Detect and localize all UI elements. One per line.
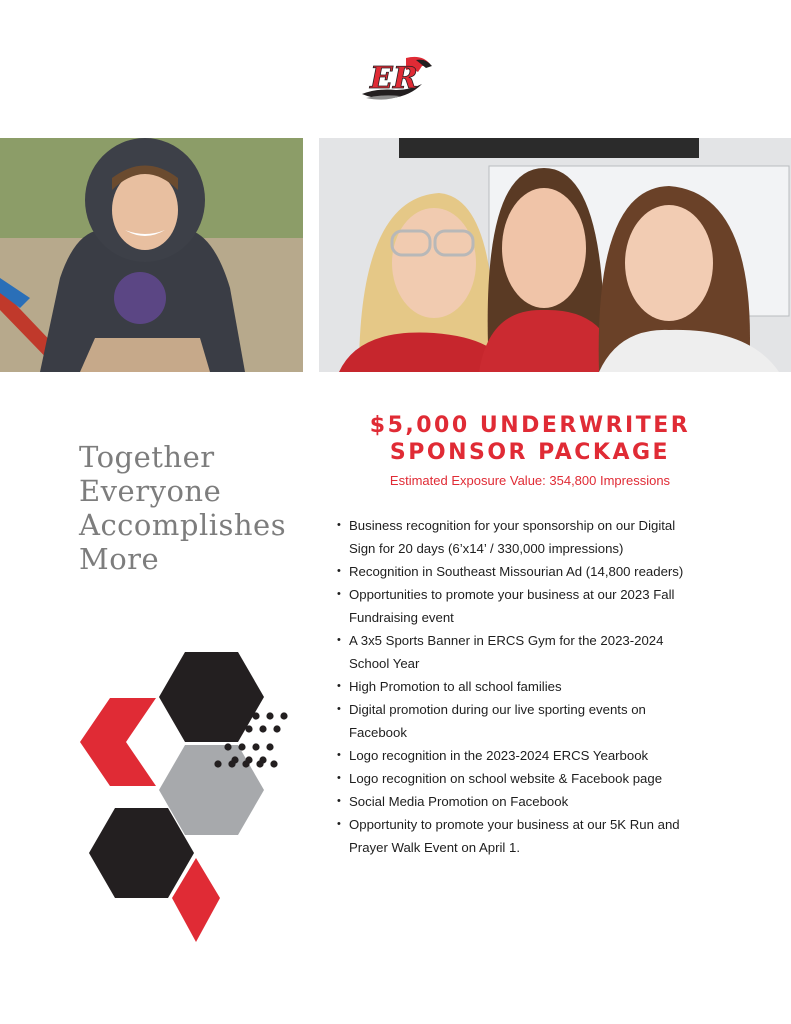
- list-item-line: Digital promotion during our live sporting events on: [349, 702, 646, 717]
- list-item: [337, 583, 737, 629]
- tagline-line: Accomplishes: [79, 508, 287, 542]
- list-item: [337, 514, 737, 560]
- list-item: [337, 629, 737, 675]
- list-item-line: Fundraising event: [349, 610, 454, 625]
- exposure-value: Estimated Exposure Value: 354,800 Impressions: [389, 473, 671, 488]
- list-item-line: A 3x5 Sports Banner in ERCS Gym for the 2023-2024: [349, 633, 664, 648]
- list-item: [337, 767, 737, 790]
- list-item: [337, 813, 737, 859]
- eagle-logo: [356, 50, 436, 106]
- list-item: [337, 560, 737, 583]
- list-item-line: High Promotion to all school families: [349, 679, 562, 694]
- list-item-line: Business recognition for your sponsorship on our Digital: [349, 518, 676, 533]
- list-item-line: School Year: [349, 656, 420, 671]
- list-item-line: Opportunities to promote your business at our 2023 Fall: [349, 587, 675, 602]
- list-item: [337, 744, 737, 767]
- chevron-red-shape: [80, 698, 156, 786]
- list-item: [337, 698, 737, 744]
- list-item-line: Opportunity to promote your business at our 5K Run and: [349, 817, 680, 832]
- list-item-line: Logo recognition in the 2023-2024 ERCS Yearbook: [349, 748, 649, 763]
- list-item-line: Recognition in Southeast Missourian Ad (14,800 readers): [349, 564, 684, 579]
- package-title-line: SPONSOR PACKAGE: [389, 440, 671, 465]
- tagline-line: More: [79, 542, 160, 576]
- list-item-line: Logo recognition on school website & Facebook page: [349, 771, 663, 786]
- tagline: [79, 440, 319, 576]
- list-item-line: Prayer Walk Event on April 1.: [349, 840, 521, 855]
- list-item-line: Facebook: [349, 725, 407, 740]
- list-item-line: Sign for 20 days (6’x14’ / 330,000 impressions): [349, 541, 624, 556]
- logo-letters: ER: [370, 61, 418, 96]
- tagline-line: Together: [79, 440, 215, 474]
- package-title-line: $5,000 UNDERWRITER: [369, 413, 691, 438]
- tagline-line: Everyone: [79, 474, 222, 508]
- hexagon-decoration: [78, 650, 298, 950]
- package-title: [330, 412, 730, 466]
- list-item: [337, 790, 737, 813]
- list-item: [337, 675, 737, 698]
- photo-boy: [0, 138, 303, 372]
- photo-three-girls: [319, 138, 791, 372]
- list-item-line: Social Media Promotion on Facebook: [349, 794, 569, 809]
- benefits-list: [337, 514, 737, 859]
